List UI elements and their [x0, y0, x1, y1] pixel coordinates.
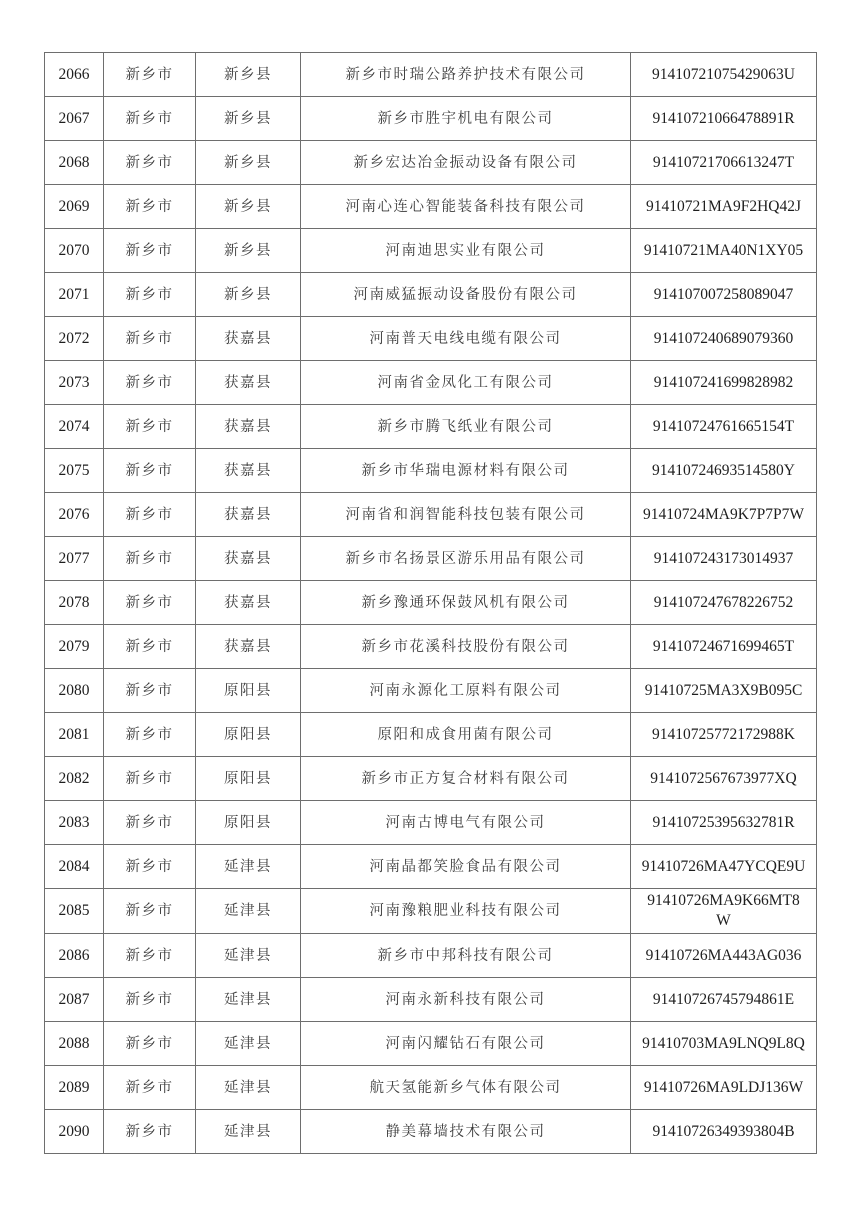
city-cell: 新乡市: [104, 889, 196, 934]
city-cell: 新乡市: [104, 449, 196, 493]
table-row: [45, 801, 817, 845]
county-cell: 原阳县: [196, 669, 301, 713]
row-number-cell: 2066: [45, 53, 104, 97]
row-number-cell: 2078: [45, 581, 104, 625]
table-row: [45, 53, 817, 97]
city-cell: 新乡市: [104, 1110, 196, 1154]
table-row: [45, 493, 817, 537]
table-row: [45, 361, 817, 405]
credit-code-cell: 91410721706613247T: [631, 141, 817, 185]
credit-code-cell: 914107241699828982: [631, 361, 817, 405]
city-cell: 新乡市: [104, 978, 196, 1022]
company-name-cell: 新乡市中邦科技有限公司: [301, 934, 631, 978]
row-number-cell: 2085: [45, 889, 104, 934]
company-name-cell: 河南古博电气有限公司: [301, 801, 631, 845]
table-body: [45, 53, 817, 1154]
row-number-cell: 2089: [45, 1066, 104, 1110]
row-number-cell: 2079: [45, 625, 104, 669]
table-row: [45, 449, 817, 493]
table-row: [45, 97, 817, 141]
city-cell: 新乡市: [104, 493, 196, 537]
company-name-cell: 河南普天电线电缆有限公司: [301, 317, 631, 361]
county-cell: 获嘉县: [196, 625, 301, 669]
table-row: [45, 1022, 817, 1066]
table-row: [45, 1110, 817, 1154]
company-name-cell: 河南威猛振动设备股份有限公司: [301, 273, 631, 317]
city-cell: 新乡市: [104, 934, 196, 978]
city-cell: 新乡市: [104, 581, 196, 625]
county-cell: 获嘉县: [196, 361, 301, 405]
row-number-cell: 2087: [45, 978, 104, 1022]
county-cell: 新乡县: [196, 229, 301, 273]
table-row: [45, 934, 817, 978]
company-name-cell: 航天氢能新乡气体有限公司: [301, 1066, 631, 1110]
row-number-cell: 2071: [45, 273, 104, 317]
county-cell: 延津县: [196, 889, 301, 934]
city-cell: 新乡市: [104, 669, 196, 713]
document-page: [44, 52, 816, 1154]
row-number-cell: 2086: [45, 934, 104, 978]
row-number-cell: 2073: [45, 361, 104, 405]
county-cell: 新乡县: [196, 273, 301, 317]
city-cell: 新乡市: [104, 537, 196, 581]
credit-code-cell: 91410725395632781R: [631, 801, 817, 845]
city-cell: 新乡市: [104, 53, 196, 97]
city-cell: 新乡市: [104, 845, 196, 889]
credit-code-cell: 91410725MA3X9B095C: [631, 669, 817, 713]
company-name-cell: 新乡豫通环保鼓风机有限公司: [301, 581, 631, 625]
credit-code-cell: 91410721MA40N1XY05: [631, 229, 817, 273]
credit-code-cell: 91410703MA9LNQ9L8Q: [631, 1022, 817, 1066]
city-cell: 新乡市: [104, 757, 196, 801]
row-number-cell: 2068: [45, 141, 104, 185]
row-number-cell: 2069: [45, 185, 104, 229]
city-cell: 新乡市: [104, 405, 196, 449]
company-name-cell: 静美幕墙技术有限公司: [301, 1110, 631, 1154]
county-cell: 新乡县: [196, 185, 301, 229]
row-number-cell: 2090: [45, 1110, 104, 1154]
county-cell: 延津县: [196, 1066, 301, 1110]
table-row: [45, 405, 817, 449]
county-cell: 获嘉县: [196, 537, 301, 581]
row-number-cell: 2083: [45, 801, 104, 845]
company-name-cell: 河南永新科技有限公司: [301, 978, 631, 1022]
company-name-cell: 新乡市时瑞公路养护技术有限公司: [301, 53, 631, 97]
company-name-cell: 河南闪耀钻石有限公司: [301, 1022, 631, 1066]
table-row: [45, 581, 817, 625]
table-row: [45, 141, 817, 185]
company-name-cell: 河南永源化工原料有限公司: [301, 669, 631, 713]
credit-code-cell: 914107247678226752: [631, 581, 817, 625]
table-row: [45, 757, 817, 801]
credit-code-cell: 91410726349393804B: [631, 1110, 817, 1154]
county-cell: 原阳县: [196, 801, 301, 845]
county-cell: 延津县: [196, 978, 301, 1022]
city-cell: 新乡市: [104, 801, 196, 845]
county-cell: 获嘉县: [196, 317, 301, 361]
county-cell: 获嘉县: [196, 493, 301, 537]
table-row: [45, 317, 817, 361]
company-name-cell: 原阳和成食用菌有限公司: [301, 713, 631, 757]
company-name-cell: 新乡市名扬景区游乐用品有限公司: [301, 537, 631, 581]
county-cell: 获嘉县: [196, 405, 301, 449]
county-cell: 延津县: [196, 845, 301, 889]
city-cell: 新乡市: [104, 361, 196, 405]
row-number-cell: 2081: [45, 713, 104, 757]
company-name-cell: 新乡市正方复合材料有限公司: [301, 757, 631, 801]
city-cell: 新乡市: [104, 185, 196, 229]
city-cell: 新乡市: [104, 1066, 196, 1110]
credit-code-cell: 91410726MA9K66MT8W: [631, 889, 817, 934]
city-cell: 新乡市: [104, 1022, 196, 1066]
county-cell: 获嘉县: [196, 449, 301, 493]
row-number-cell: 2072: [45, 317, 104, 361]
row-number-cell: 2080: [45, 669, 104, 713]
table-row: [45, 889, 817, 934]
company-name-cell: 新乡市胜宇机电有限公司: [301, 97, 631, 141]
credit-code-cell: 9141072567673977XQ: [631, 757, 817, 801]
company-name-cell: 河南省和润智能科技包装有限公司: [301, 493, 631, 537]
county-cell: 延津县: [196, 1110, 301, 1154]
credit-code-cell: 91410726MA9LDJ136W: [631, 1066, 817, 1110]
table-row: [45, 185, 817, 229]
city-cell: 新乡市: [104, 713, 196, 757]
company-name-cell: 新乡市腾飞纸业有限公司: [301, 405, 631, 449]
county-cell: 原阳县: [196, 713, 301, 757]
company-name-cell: 新乡市华瑞电源材料有限公司: [301, 449, 631, 493]
credit-code-cell: 914107007258089047: [631, 273, 817, 317]
county-cell: 新乡县: [196, 97, 301, 141]
credit-code-cell: 91410724693514580Y: [631, 449, 817, 493]
company-name-cell: 河南豫粮肥业科技有限公司: [301, 889, 631, 934]
row-number-cell: 2082: [45, 757, 104, 801]
table-row: [45, 229, 817, 273]
county-cell: 获嘉县: [196, 581, 301, 625]
county-cell: 延津县: [196, 1022, 301, 1066]
row-number-cell: 2084: [45, 845, 104, 889]
company-name-cell: 河南晶都笑脸食品有限公司: [301, 845, 631, 889]
credit-code-cell: 914107243173014937: [631, 537, 817, 581]
table-row: [45, 625, 817, 669]
city-cell: 新乡市: [104, 625, 196, 669]
table-row: [45, 1066, 817, 1110]
city-cell: 新乡市: [104, 141, 196, 185]
table-row: [45, 978, 817, 1022]
credit-code-cell: 91410724MA9K7P7P7W: [631, 493, 817, 537]
credit-code-cell: 91410726745794861E: [631, 978, 817, 1022]
credit-code-cell: 91410724671699465T: [631, 625, 817, 669]
county-cell: 新乡县: [196, 53, 301, 97]
county-cell: 新乡县: [196, 141, 301, 185]
city-cell: 新乡市: [104, 229, 196, 273]
row-number-cell: 2067: [45, 97, 104, 141]
company-name-cell: 河南迪思实业有限公司: [301, 229, 631, 273]
credit-code-cell: 91410726MA47YCQE9U: [631, 845, 817, 889]
city-cell: 新乡市: [104, 97, 196, 141]
credit-code-cell: 914107240689079360: [631, 317, 817, 361]
row-number-cell: 2088: [45, 1022, 104, 1066]
table-row: [45, 713, 817, 757]
company-list-table: [44, 52, 817, 1154]
table-row: [45, 669, 817, 713]
county-cell: 延津县: [196, 934, 301, 978]
credit-code-cell: 91410725772172988K: [631, 713, 817, 757]
company-name-cell: 新乡市花溪科技股份有限公司: [301, 625, 631, 669]
city-cell: 新乡市: [104, 273, 196, 317]
company-name-cell: 河南省金凤化工有限公司: [301, 361, 631, 405]
row-number-cell: 2076: [45, 493, 104, 537]
credit-code-cell: 91410726MA443AG036: [631, 934, 817, 978]
row-number-cell: 2074: [45, 405, 104, 449]
table-row: [45, 537, 817, 581]
city-cell: 新乡市: [104, 317, 196, 361]
table-row: [45, 845, 817, 889]
table-row: [45, 273, 817, 317]
company-name-cell: 河南心连心智能装备科技有限公司: [301, 185, 631, 229]
row-number-cell: 2077: [45, 537, 104, 581]
row-number-cell: 2075: [45, 449, 104, 493]
row-number-cell: 2070: [45, 229, 104, 273]
credit-code-cell: 91410724761665154T: [631, 405, 817, 449]
credit-code-cell: 91410721066478891R: [631, 97, 817, 141]
county-cell: 原阳县: [196, 757, 301, 801]
credit-code-cell: 91410721075429063U: [631, 53, 817, 97]
credit-code-cell: 91410721MA9F2HQ42J: [631, 185, 817, 229]
company-name-cell: 新乡宏达冶金振动设备有限公司: [301, 141, 631, 185]
